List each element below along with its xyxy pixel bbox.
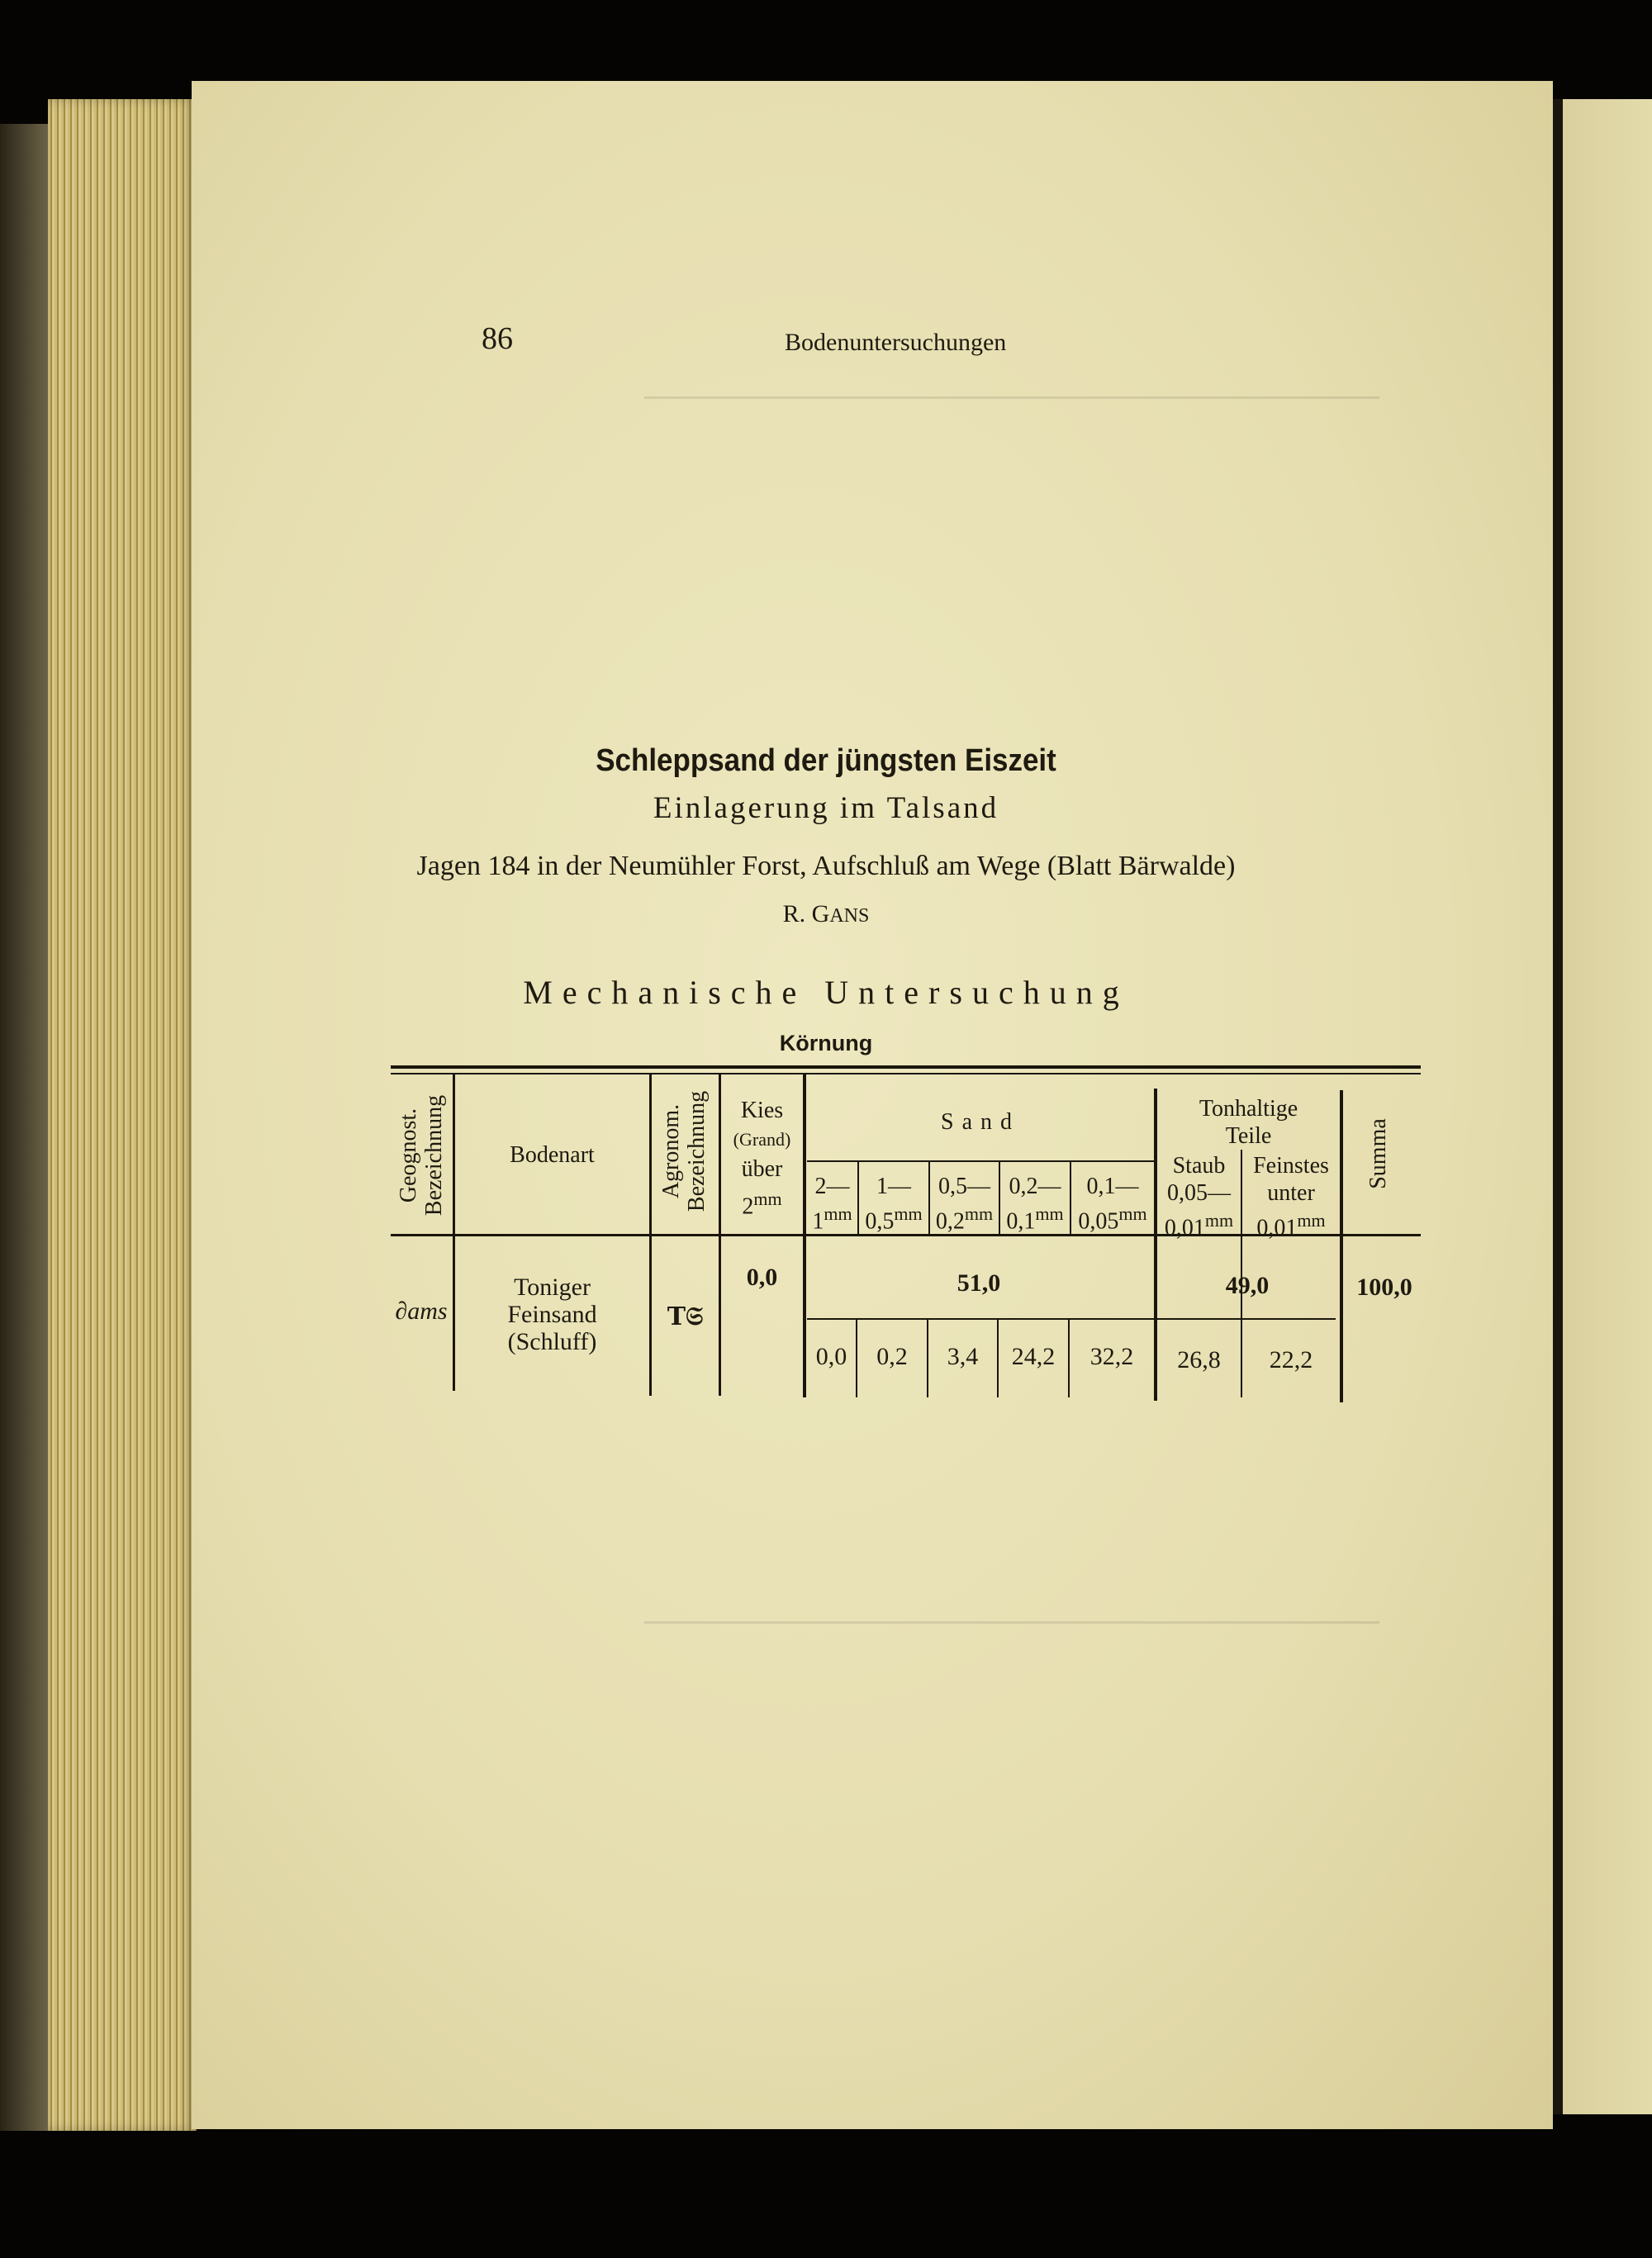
header-sand-col-5 [1071,1173,1154,1235]
header-geognost [396,1069,449,1242]
header-agronom-line2: Bezeichnung [684,1090,710,1212]
table-caption: Körnung [779,1031,873,1055]
header-kies-unit: mm [753,1188,782,1209]
header-sand-col-1-from: 2— [814,1174,850,1199]
data-mid-rule [807,1318,1336,1320]
header-sand-col-2-from: 1— [876,1174,911,1199]
header-tonhaltige-teile [1157,1095,1340,1150]
cell-geognost: ∂ams [395,1297,448,1325]
cell-bodenart-line3: (Schluff) [507,1328,597,1355]
header-sand-col-4-unit: mm [1035,1203,1064,1224]
section-title: Mechanische Untersuchung [523,974,1129,1011]
header-summa: Summa [1365,1118,1391,1189]
header-staub [1157,1152,1241,1241]
header-sand-col-1 [807,1173,857,1235]
header-sand-col-2-unit: mm [894,1203,923,1224]
header-sand-col-5-from: 0,1— [1086,1174,1139,1199]
col-rule-4 [803,1074,806,1397]
header-kies-line3: über [741,1156,783,1182]
header-staub-from: 0,05— [1167,1180,1231,1206]
page-stack-edge [48,99,197,2131]
header-sand-col-3-to: 0,2 [935,1208,965,1235]
header-feinstes-unit: mm [1297,1210,1326,1231]
cell-sand-total: 51,0 [957,1269,1001,1297]
header-geognost-line1: Geognost. [396,1108,421,1203]
header-kies [721,1097,803,1223]
header-sand: Sand [941,1109,1020,1135]
header-sand-col-4-to: 0,1 [1006,1208,1036,1235]
author [0,900,1652,928]
header-agronom [658,1065,711,1238]
sand-subheader-rule [807,1160,1156,1162]
cell-bodenart-line1: Toniger [514,1274,591,1301]
cell-bodenart [455,1274,649,1355]
header-sand-col-2-to: 0,5 [865,1208,895,1235]
table-top-rule-thin [391,1073,1421,1074]
header-geognost-line2: Bezeichnung [421,1094,447,1217]
header-feinstes-label: Feinstes [1253,1153,1329,1179]
header-sand-col-5-unit: mm [1118,1203,1147,1224]
author-initial: R. G [782,900,830,927]
header-ton-line1: Tonhaltige [1199,1096,1298,1122]
header-feinstes-unter: unter [1267,1180,1315,1206]
header-feinstes-size: 0,01 [1256,1215,1298,1241]
cell-feinstes: 22,2 [1269,1346,1313,1373]
header-sand-col-2 [859,1173,928,1235]
header-sand-col-3-unit: mm [964,1203,994,1224]
header-kies-line1: Kies [740,1098,784,1123]
header-staub-unit: mm [1204,1210,1234,1231]
cell-agronom: T𝔖 [667,1302,704,1331]
right-page-edge [1553,99,1652,2114]
running-head: Bodenuntersuchungen [785,329,1007,356]
header-agronom-line1: Agronom. [658,1103,684,1199]
header-sand-col-5-to: 0,05 [1078,1208,1119,1235]
cell-sand-4: 24,2 [1011,1343,1056,1370]
cell-kies: 0,0 [746,1264,778,1291]
page-number: 86 [482,321,513,356]
header-bodenart: Bodenart [510,1142,595,1168]
cell-staub: 26,8 [1177,1346,1221,1373]
page-title: Schleppsand der jüngsten Eiszeit [596,743,1056,778]
header-ton-line2: Teile [1225,1123,1272,1149]
header-feinstes [1242,1152,1340,1241]
cell-summa: 100,0 [1356,1274,1412,1301]
col-rule-6 [1340,1090,1343,1402]
cell-sand-5: 32,2 [1089,1343,1134,1370]
table-top-rule [391,1065,1421,1069]
header-kies-line2: (Grand) [733,1129,791,1150]
header-kies-size: 2 [742,1193,754,1220]
col-rule-2 [649,1074,652,1396]
author-name-rest: ANS [829,905,870,927]
header-staub-label: Staub [1172,1153,1226,1179]
cell-sand-3: 3,4 [947,1343,979,1370]
cell-bodenart-line2: Feinsand [507,1301,597,1328]
left-page-edge [0,124,48,2131]
cell-sand-1: 0,0 [815,1343,847,1370]
cell-ton-total: 49,0 [1225,1272,1270,1299]
header-sand-col-3-from: 0,5— [938,1174,990,1199]
page-subtitle: Einlagerung im Talsand [653,791,999,825]
header-sand-col-4-from: 0,2— [1009,1174,1061,1199]
header-sand-col-3 [930,1173,999,1235]
cell-sand-2: 0,2 [876,1343,908,1370]
header-sand-col-1-unit: mm [824,1203,852,1224]
header-staub-to: 0,01 [1164,1215,1205,1241]
location-line: Jagen 184 in der Neumühler Forst, Aufschluß am Wege (Blatt Bärwalde) [416,851,1236,881]
header-sand-col-4 [1000,1173,1070,1235]
header-sand-col-1-to: 1 [812,1208,824,1235]
